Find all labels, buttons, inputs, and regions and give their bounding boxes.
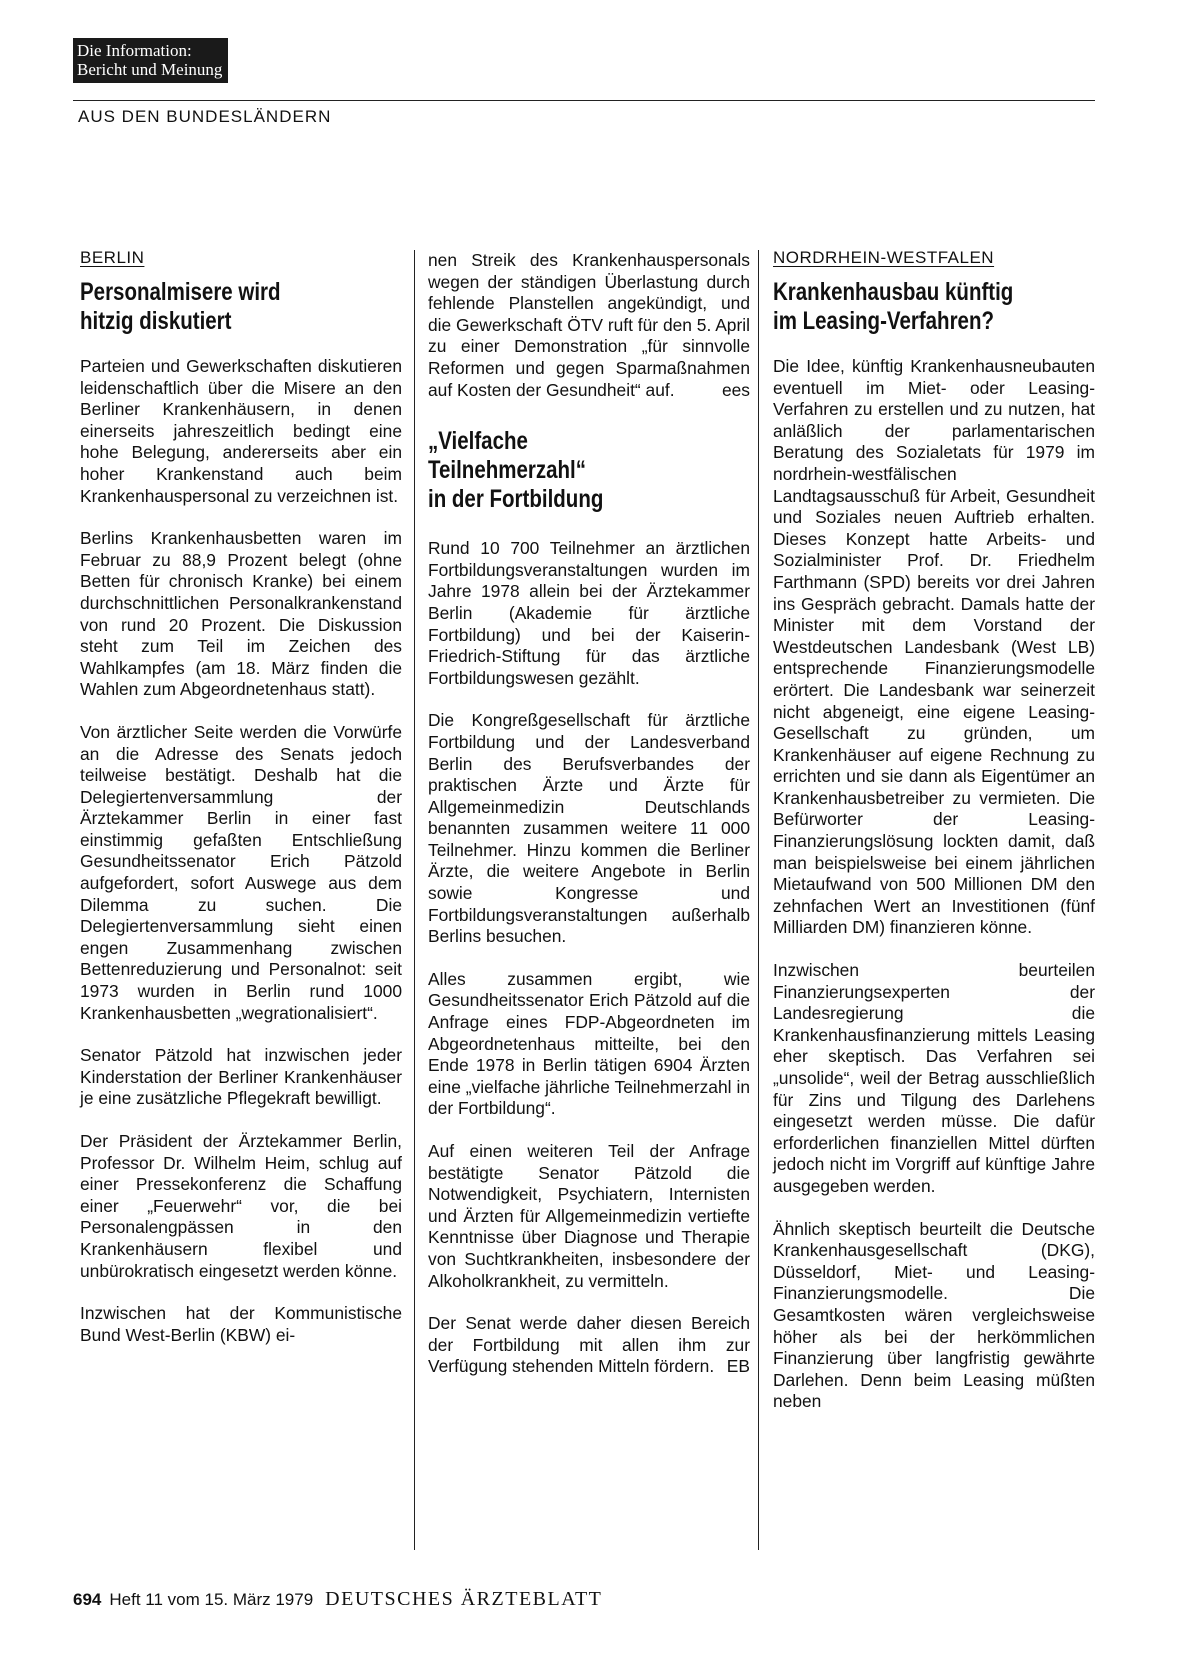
top-rule xyxy=(73,100,1095,101)
article-berlin-headline xyxy=(80,278,402,336)
headline-line: im Leasing-Verfahren? xyxy=(773,307,995,335)
page-number: 694 xyxy=(73,1590,102,1609)
issue-info: Heft 11 vom 15. März 1979 xyxy=(109,1590,314,1609)
headline-line: in der Fortbildung xyxy=(428,485,604,514)
paragraph: Die Kongreßgesellschaft für ärztliche Fortbildung und der Landesverband Berlin des Berufsverbandes der praktischen Ärzte und Ärzte für Allgemeinmedizin Deutschlands benannten zusammen weitere 11 000 Teilnehmer. Hinzu kommen die Berliner Ärzte, die weitere Angebote in Berlin sowie Kongresse und Fortbildungsveranstaltungen außerhalb Berlins besuchen. xyxy=(428,710,750,947)
headline-line: Personalmisere wird xyxy=(80,278,281,306)
column-divider-2 xyxy=(758,250,759,1550)
headline-line: hitzig diskutiert xyxy=(80,307,232,335)
paragraph-text: Der Senat werde daher diesen Bereich der Fortbildung mit allen ihm zur Verfügung stehenden Mitteln fördern. xyxy=(428,1313,750,1377)
paragraph-continued xyxy=(428,250,750,401)
paragraph: Von ärztlicher Seite werden die Vorwürfe an die Adresse des Senats jedoch teilweise bestätigt. Deshalb hat die Delegiertenversammlung der Ärztekammer Berlin in einer fast einstimmig gefaßten Entschließung Gesundheitssenator Erich Pätzold aufgefordert, sofort Auswege aus dem Dilemma zu suchen. Die Delegiertenversammlung sieht einen engen Zusammenhang zwischen Bettenreduzierung und Personalnot: seit 1973 wurden in Berlin rund 1000 Krankenhausbetten „wegrationalisiert“. xyxy=(80,721,402,1023)
column-1 xyxy=(80,248,402,1367)
paragraph: Inzwischen hat der Kommunistische Bund West-Berlin (KBW) ei- xyxy=(80,1303,402,1345)
paragraph: Die Idee, künftig Krankenhausneubauten eventuell im Miet- oder Leasing-Verfahren zu erstellen und zu nutzen, hat anläßlich der parlamentarischen Beratung des Sozialetats für 1979 im nordrhein-westfälischen Landtagsausschuß für Arbeit, Gesundheit und Soziales neuen Auftrieb erhalten. Dieses Konzept hatte Arbeits- und Sozialminister Prof. Dr. Friedhelm Farthmann (SPD) bereits vor drei Jahren ins Gespräch gebracht. Damals hatte der Minister mit dem Vorstand der Westdeutschen Landesbank (West LB) entsprechende Finanzierungsmodelle erörtert. Die Landesbank war seinerzeit nicht abgeneigt, eine eigene Leasing-Gesellschaft zu gründen, um Krankenhäuser auf eigene Rechnung zu errichten und sie dann als Eigentümer an Krankenhausbetreiber zu vermieten. Die Befürworter der Leasing-Finanzierungslösung lockten damit, daß man beispielsweise bei einem jährlichen Mietaufwand von 500 Millionen DM den zehnfachen Wert an Investitionen (fünf Milliarden DM) finanzieren könne. xyxy=(773,356,1095,938)
article-fortbildung-headline xyxy=(428,427,750,514)
headline-line: Krankenhausbau künftig xyxy=(773,278,1014,306)
article-nrw-headline xyxy=(773,278,1095,336)
page-footer xyxy=(73,1588,602,1611)
paragraph: Rund 10 700 Teilnehmer an ärztlichen Fortbildungsveranstaltungen wurden im Jahre 1978 allein bei der Ärztekammer Berlin (Akademie für ärztliche Fortbildung) und bei der Kaiserin-Friedrich-Stiftung für das ärztliche Fortbildungswesen gezählt. xyxy=(428,538,750,688)
column-2 xyxy=(428,250,750,1399)
author-signature: ees xyxy=(721,379,750,400)
paragraph: Ähnlich skeptisch beurteilt die Deutsche Krankenhausgesellschaft (DKG), Düsseldorf, Miet- und Leasing-Finanzierungsmodelle. Die Gesamtkosten wären vergleichsweise höher als bei der herkömmlichen Finanzierung über langfristig gewährte Darlehen. Denn beim Leasing müßten neben xyxy=(773,1218,1095,1412)
paragraph: Alles zusammen ergibt, wie Gesundheitssenator Erich Pätzold auf die Anfrage eines FDP-Abgeordneten im Abgeordnetenhaus mitteilte, bei den Ende 1978 in Berlin tätigen 6904 Ärzten eine „vielfache jährliche Teilnehmerzahl in der Fortbildung“. xyxy=(428,968,750,1119)
paragraph xyxy=(428,1313,750,1378)
paragraph-text: nen Streik des Krankenhauspersonals wegen der ständigen Überlastung durch fehlende Planstellen angekündigt, und die Gewerkschaft ÖTV ruft für den 5. April zu einer Demonstration „für sinnvolle Reformen und gegen Sparmaßnahmen auf Kosten der Gesundheit“ auf. xyxy=(428,250,750,400)
column-3 xyxy=(773,248,1095,1434)
section-label: AUS DEN BUNDESLÄNDERN xyxy=(78,107,332,126)
column-divider-1 xyxy=(414,250,415,1550)
author-signature: EB xyxy=(726,1356,750,1377)
masthead-line-1: Die Information: xyxy=(77,41,192,60)
paragraph: Der Präsident der Ärztekammer Berlin, Professor Dr. Wilhelm Heim, schlug auf einer Pressekonferenz die Schaffung einer „Feuerwehr“ vor, die bei Personalengpässen in den Krankenhäusern flexibel und unbürokratisch eingesetzt werden könne. xyxy=(80,1131,402,1281)
article-berlin-region: BERLIN xyxy=(80,248,145,267)
headline-line: „Vielfache xyxy=(428,427,528,456)
paragraph: Auf einen weiteren Teil der Anfrage bestätigte Senator Pätzold die Notwendigkeit, Psychiatern, Internisten und Ärzten für Allgemeinmedizin vertiefte Kenntnisse über Diagnose und Therapie von Suchtkrankheiten, insbesondere der Alkoholkrankheit, zu vermitteln. xyxy=(428,1141,750,1291)
paragraph: Berlins Krankenhausbetten waren im Februar zu 88,9 Prozent belegt (ohne Betten für chronisch Kranke) bei einem durchschnittlichen Personalkrankenstand von rund 20 Prozent. Die Diskussion steht zum Teil im Zeichen des Wahlkampfes (am 18. März finden die Wahlen zum Abgeordnetenhaus statt). xyxy=(80,528,402,700)
journal-name: DEUTSCHES ÄRZTEBLATT xyxy=(325,1588,603,1610)
headline-line: Teilnehmerzahl“ xyxy=(428,456,586,485)
paragraph: Inzwischen beurteilen Finanzierungsexperten der Landesregierung die Krankenhausfinanzierung mittels Leasing eher skeptisch. Das Verfahren sei „unsolide“, weil der Betrag ausschließlich für Zins und Tilgung des Darlehens eingesetzt werden müsse. Die dafür erforderlichen finanziellen Mittel dürften jedoch nicht im Vorgriff auf künftige Jahre ausgegeben werden. xyxy=(773,960,1095,1196)
masthead xyxy=(73,38,228,83)
paragraph: Parteien und Gewerkschaften diskutieren leidenschaftlich über die Misere an den Berliner Krankenhäusern, in denen einerseits jahreszeitlich bedingt eine hohe Belegung, andererseits aber ein hoher Krankenstand auch beim Krankenhauspersonal zu verzeichnen ist. xyxy=(80,356,402,506)
paragraph: Senator Pätzold hat inzwischen jeder Kinderstation der Berliner Krankenhäuser je eine zusätzliche Pflegekraft bewilligt. xyxy=(80,1045,402,1109)
article-nrw-region: NORDRHEIN-WESTFALEN xyxy=(773,248,995,267)
masthead-line-2: Bericht und Meinung xyxy=(77,60,223,79)
